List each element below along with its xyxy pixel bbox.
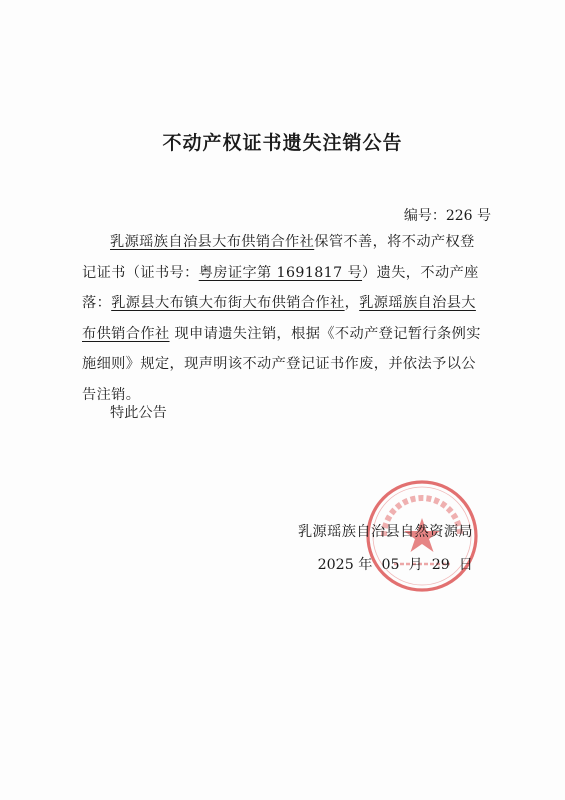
issuing-authority: 乳源瑶族自治县自然资源局 bbox=[297, 524, 473, 540]
body-text-4: 现申请遗失注销，根据《不动产登记暂行条例实施细则》规定，现声明该不动产登记证书作废，并依法予以公告注销。 bbox=[82, 325, 481, 403]
body-text-3: ， bbox=[344, 295, 360, 311]
document-number: 编号：226 号 bbox=[403, 208, 491, 224]
issue-date: 2025 年 05 月 29 日 bbox=[317, 557, 473, 573]
holder-name: 乳源瑶族自治县大布供销合作社 bbox=[110, 234, 315, 250]
property-location: 乳源县大布镇大布街大布供销合作社 bbox=[111, 295, 345, 311]
notice-body bbox=[82, 227, 482, 410]
body-text-1: 保管不善，将不动产权登记证书（证书号： bbox=[82, 234, 475, 281]
holder-name-2: 乳源瑶族自治县大布供销合作社 bbox=[82, 295, 476, 342]
certificate-number: 粤房证字第 1691817 号 bbox=[198, 264, 363, 281]
body-text-2: ）遗失，不动产座落： bbox=[82, 264, 479, 311]
notice-paragraph bbox=[82, 227, 482, 410]
page-title: 不动产权证书遗失注销公告 bbox=[162, 132, 403, 154]
closing-text: 特此公告 bbox=[110, 405, 167, 421]
